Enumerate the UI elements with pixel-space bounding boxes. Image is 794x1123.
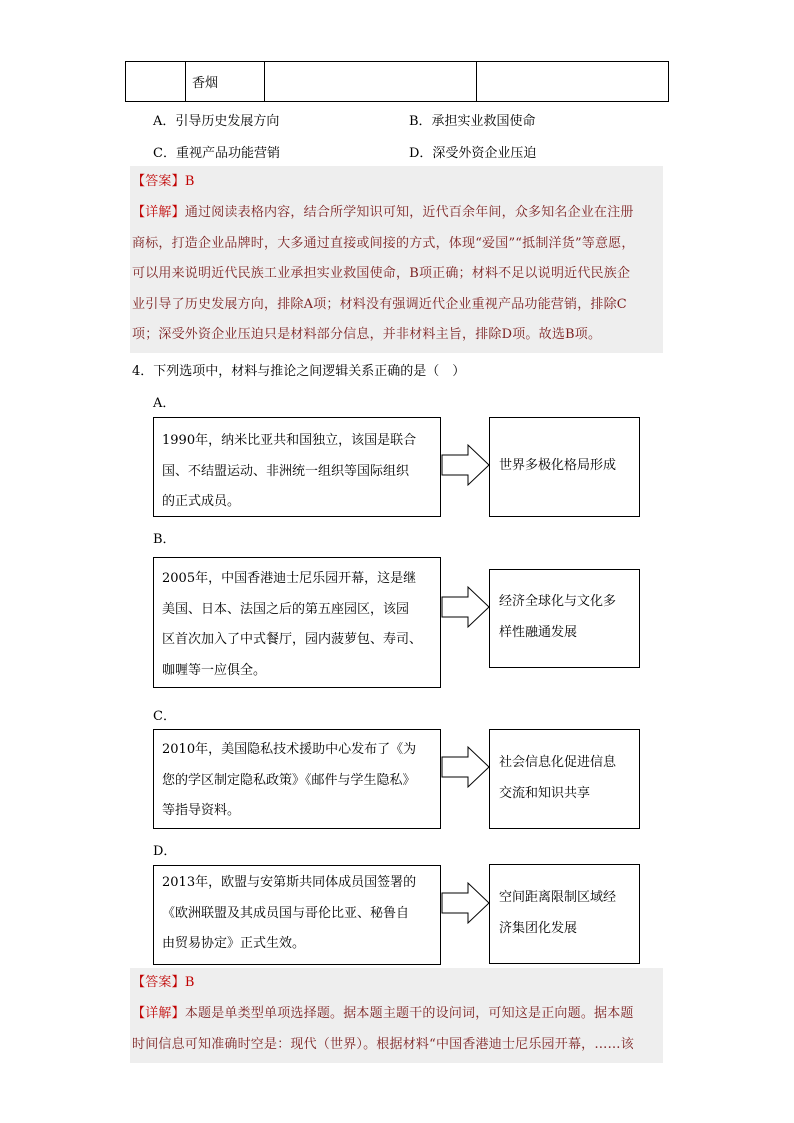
detail-line: 业引导了历史发展方向，排除A项；材料没有强调近代企业重视产品功能营销，排除C bbox=[132, 296, 627, 312]
material-line: 区首次加入了中式餐厅，园内菠萝包、寿司、 bbox=[162, 632, 423, 647]
inference-box bbox=[489, 864, 640, 964]
question-4-stem: 4．下列选项中，材料与推论之间逻辑关系正确的是（ ） bbox=[132, 364, 466, 379]
answer-tag: 【答案】 bbox=[132, 975, 185, 990]
answer-line bbox=[132, 167, 195, 198]
inference-line: 社会信息化促进信息 bbox=[499, 755, 617, 770]
material-line: 的正式成员。 bbox=[162, 494, 241, 509]
material-line: 等指导资料。 bbox=[162, 803, 241, 818]
table-cell bbox=[126, 62, 186, 102]
detail-line: 通过阅读表格内容，结合所学知识可知，近代百余年间，众多知名企业在注册 bbox=[184, 205, 634, 220]
table-cell bbox=[477, 62, 669, 102]
material-box bbox=[153, 557, 441, 688]
material-line: 由贸易协定》正式生效。 bbox=[162, 936, 306, 951]
table-cell bbox=[265, 62, 477, 102]
material-line: 国、不结盟运动、非洲统一组织等国际组织 bbox=[162, 463, 410, 479]
material-box bbox=[153, 865, 441, 965]
inference-line: 样性融通发展 bbox=[499, 624, 578, 640]
product-table bbox=[125, 61, 669, 102]
q3-answer-block bbox=[130, 166, 663, 353]
detail-line: 本题是单类型单项选择题。据本题主题干的设问词，可知这是正向题。据本题 bbox=[184, 1006, 634, 1021]
inference-line: 空间距离限制区域经 bbox=[499, 890, 617, 905]
answer-tag: 【答案】 bbox=[132, 174, 185, 189]
material-line: 咖喱等一应俱全。 bbox=[162, 662, 267, 678]
detail-paragraph bbox=[132, 999, 665, 1060]
answer-line bbox=[132, 968, 195, 999]
option-letter: D． bbox=[153, 844, 177, 859]
option-letter: B． bbox=[153, 532, 176, 547]
inference-line: 济集团化发展 bbox=[499, 920, 578, 936]
detail-line: 可以用来说明近代民族工业承担实业救国使命，B项正确；材料不足以说明近代民族企 bbox=[132, 266, 631, 281]
material-line: 《欧洲联盟及其成员国与哥伦比亚、秘鲁自 bbox=[162, 905, 410, 921]
material-box bbox=[153, 417, 441, 517]
detail-tag: 【详解】 bbox=[132, 205, 185, 220]
inference-box bbox=[489, 569, 640, 668]
detail-tag: 【详解】 bbox=[132, 1006, 185, 1021]
detail-line: 商标，打造企业品牌时，大多通过直接或间接的方式，体现“爱国”“抵制洋货”等意愿， bbox=[132, 235, 635, 251]
table-row bbox=[126, 62, 669, 102]
q4-answer-block bbox=[130, 968, 663, 1063]
arrow-right-icon bbox=[441, 881, 491, 925]
material-line: 2005年，中国香港迪士尼乐园开幕，这是继 bbox=[162, 571, 417, 586]
inference-box bbox=[489, 417, 640, 517]
option-c: C．重视产品功能营销 bbox=[153, 146, 280, 161]
material-line: 2013年，欧盟与安第斯共同体成员国签署的 bbox=[162, 875, 417, 890]
arrow-right-icon bbox=[441, 585, 491, 629]
option-a: A．引导历史发展方向 bbox=[153, 114, 280, 129]
material-line: 2010年，美国隐私技术援助中心发布了《为 bbox=[162, 742, 417, 757]
material-box bbox=[153, 729, 441, 829]
option-letter: A． bbox=[153, 396, 176, 411]
option-letter: C． bbox=[153, 709, 176, 724]
option-d: D．深受外资企业压迫 bbox=[409, 146, 537, 161]
detail-paragraph bbox=[132, 198, 665, 351]
arrow-right-icon bbox=[441, 443, 491, 487]
table-cell: 香烟 bbox=[186, 62, 265, 102]
option-b: B．承担实业救国使命 bbox=[409, 114, 536, 129]
inference-line: 交流和知识共享 bbox=[499, 785, 591, 801]
detail-line: 项；深受外资企业压迫只是材料部分信息，并非材料主旨，排除D项。故选B项。 bbox=[132, 327, 602, 342]
arrow-right-icon bbox=[441, 745, 491, 789]
material-line: 您的学区制定隐私政策》《邮件与学生隐私》 bbox=[162, 772, 416, 788]
inference-box bbox=[489, 729, 640, 829]
inference-line: 经济全球化与文化多 bbox=[499, 594, 617, 609]
inference-line: 世界多极化格局形成 bbox=[499, 458, 617, 473]
answer-value: B bbox=[184, 975, 195, 990]
detail-line: 时间信息可知准确时空是：现代（世界）。根据材料“中国香港迪士尼乐园开幕，……该 bbox=[132, 1036, 634, 1052]
material-line: 1990年，纳米比亚共和国独立，该国是联合 bbox=[162, 433, 417, 448]
answer-value: B bbox=[184, 174, 195, 189]
material-line: 美国、日本、法国之后的第五座园区，该园 bbox=[162, 601, 410, 617]
